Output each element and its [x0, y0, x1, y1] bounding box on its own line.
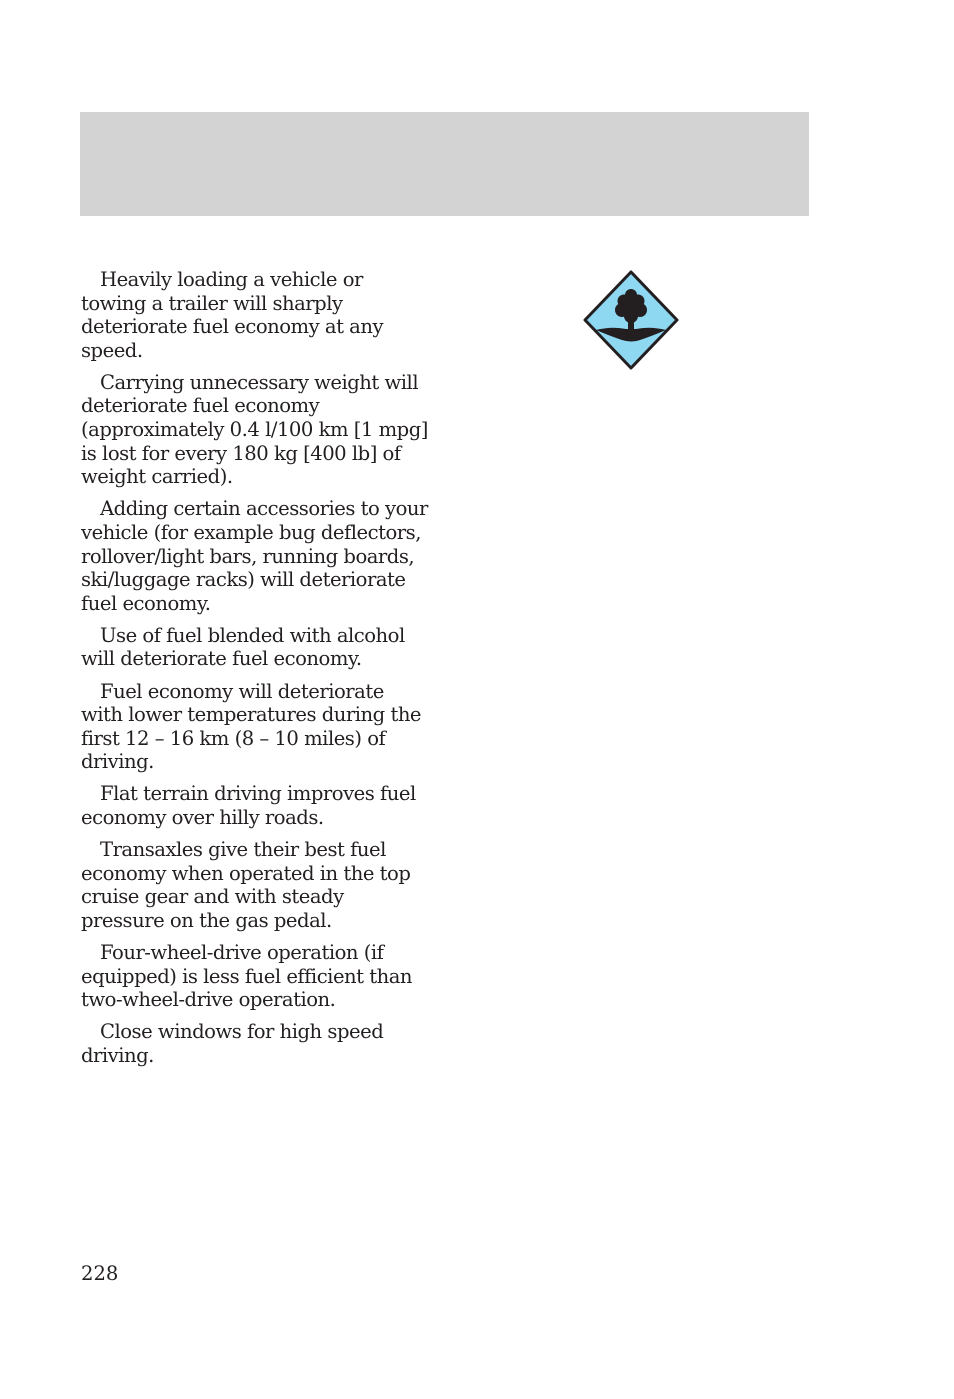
header-band	[80, 112, 809, 216]
paragraph-low-temperatures: Fuel economy will deteriorate with lower temperatures during the first 12 – 16 km (8 – 10 miles) of driving.	[81, 679, 422, 774]
body-text-column	[81, 268, 431, 1076]
paragraph-close-windows: Close windows for high speed driving.	[81, 1020, 384, 1067]
paragraph-four-wheel-drive: Four-wheel-drive operation (if equipped) is less fuel efficient than two-wheel-drive operation.	[81, 940, 413, 1012]
paragraph-transaxles: Transaxles give their best fuel economy when operated in the top cruise gear and with steady pressure on the gas pedal.	[81, 838, 411, 932]
environment-tree-icon	[582, 270, 680, 370]
paragraph-unnecessary-weight: Carrying unnecessary weight will deteriorate fuel economy (approximately 0.4 l/100 km [1 mpg] is lost for every 180 kg [400 lb] of weight carried).	[81, 370, 428, 489]
page-number: 228	[81, 1262, 119, 1285]
paragraph-alcohol-fuel: Use of fuel blended with alcohol will deteriorate fuel economy.	[81, 623, 405, 671]
paragraph-heavy-loading: Heavily loading a vehicle or towing a trailer will sharply deteriorate fuel economy at any speed.	[81, 268, 384, 362]
paragraph-accessories: Adding certain accessories to your vehicle (for example bug deflectors, rollover/light bars, running boards, ski/luggage racks) will deteriorate fuel economy.	[81, 497, 428, 615]
paragraph-flat-terrain: Flat terrain driving improves fuel economy over hilly roads.	[81, 782, 416, 829]
